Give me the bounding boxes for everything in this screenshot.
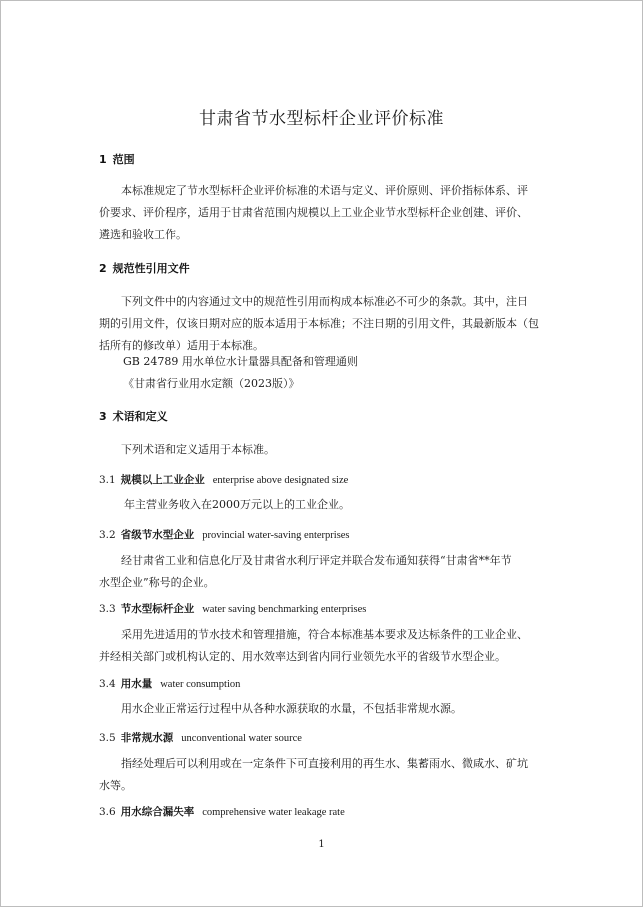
page-number: 1: [318, 839, 325, 850]
section-title: 规范性引用文件: [112, 262, 190, 275]
term-chinese: 用水量: [120, 678, 153, 690]
term-number: 3.3: [99, 603, 116, 615]
paragraph-line: 水等。: [99, 779, 132, 792]
term-english: enterprise above designated size: [212, 475, 349, 486]
term-heading: [99, 730, 302, 745]
term-english: water saving benchmarking enterprises: [202, 604, 367, 615]
term-heading: [99, 804, 345, 819]
term-definition: [99, 698, 551, 720]
term-english: provincial water-saving enterprises: [202, 530, 350, 541]
section-heading-scope: [99, 151, 135, 167]
term-heading: [99, 527, 350, 542]
term-number: 3.1: [99, 474, 116, 486]
term-chinese: 非常规水源: [120, 732, 174, 744]
term-number: 3.6: [99, 806, 116, 818]
paragraph-line: 本标准规定了节水型标杆企业评价标准的术语与定义、评价原则、评价指标体系、评: [121, 184, 528, 197]
term-number: 3.4: [99, 678, 116, 690]
term-chinese: 节水型标杆企业: [120, 603, 195, 615]
paragraph-line: 用水企业正常运行过程中从各种水源获取的水量，不包括非常规水源。: [121, 702, 462, 715]
term-english: unconventional water source: [181, 733, 302, 744]
scope-paragraph: [99, 180, 551, 246]
paragraph-line: 并经相关部门或机构认定的、用水效率达到省内同行业领先水平的省级节水型企业。: [99, 650, 506, 663]
section-number: 3: [99, 410, 107, 423]
term-english: comprehensive water leakage rate: [202, 807, 345, 818]
reference-item: 《甘肃省行业用水定额（2023版）》: [123, 377, 300, 390]
paragraph-line: 指经处理后可以利用或在一定条件下可直接利用的再生水、集蓄雨水、微咸水、矿坑: [121, 757, 528, 770]
term-heading: [99, 601, 366, 616]
paragraph-line: 下列文件中的内容通过文中的规范性引用而构成本标准必不可少的条款。其中，注日: [121, 295, 528, 308]
term-heading: [99, 676, 240, 691]
term-chinese: 省级节水型企业: [120, 529, 195, 541]
paragraph-line: 采用先进适用的节水技术和管理措施，符合本标准基本要求及达标条件的工业企业、: [121, 628, 528, 641]
term-english: water consumption: [160, 679, 241, 690]
paragraph-line: 水型企业”称号的企业。: [99, 576, 215, 589]
term-heading: [99, 472, 348, 487]
terms-intro: [99, 439, 551, 461]
term-definition: [99, 624, 551, 668]
term-chinese: 用水综合漏失率: [120, 806, 195, 818]
section-title: 术语和定义: [112, 410, 168, 423]
term-number: 3.2: [99, 529, 116, 541]
term-chinese: 规模以上工业企业: [120, 474, 205, 486]
section-number: 1: [99, 153, 107, 166]
term-definition: [99, 550, 551, 594]
references-paragraph: [99, 291, 551, 357]
term-definition: [99, 494, 551, 516]
section-heading-normative-references: [99, 260, 190, 276]
paragraph-line: 经甘肃省工业和信息化厅及甘肃省水利厅评定并联合发布通知获得“甘肃省**年节: [121, 554, 512, 567]
paragraph-line: 遴选和验收工作。: [99, 228, 187, 241]
section-heading-terms-definitions: [99, 408, 168, 424]
section-title: 范围: [112, 153, 135, 166]
paragraph-line: 下列术语和定义适用于本标准。: [121, 443, 275, 456]
document-title: 甘肃省节水型标杆企业评价标准: [199, 109, 444, 129]
paragraph-line: 价要求、评价程序，适用于甘肃省范围内规模以上工业企业节水型标杆企业创建、评价、: [99, 206, 528, 219]
reference-item: GB 24789 用水单位水计量器具配备和管理通则: [123, 355, 358, 368]
section-number: 2: [99, 262, 107, 275]
paragraph-line: 年主营业务收入在2000万元以上的工业企业。: [124, 498, 350, 511]
paragraph-line: 期的引用文件，仅该日期对应的版本适用于本标准；不注日期的引用文件，其最新版本（包: [99, 317, 539, 330]
term-definition: [99, 753, 551, 797]
paragraph-line: 括所有的修改单）适用于本标准。: [99, 339, 264, 352]
term-number: 3.5: [99, 732, 116, 744]
